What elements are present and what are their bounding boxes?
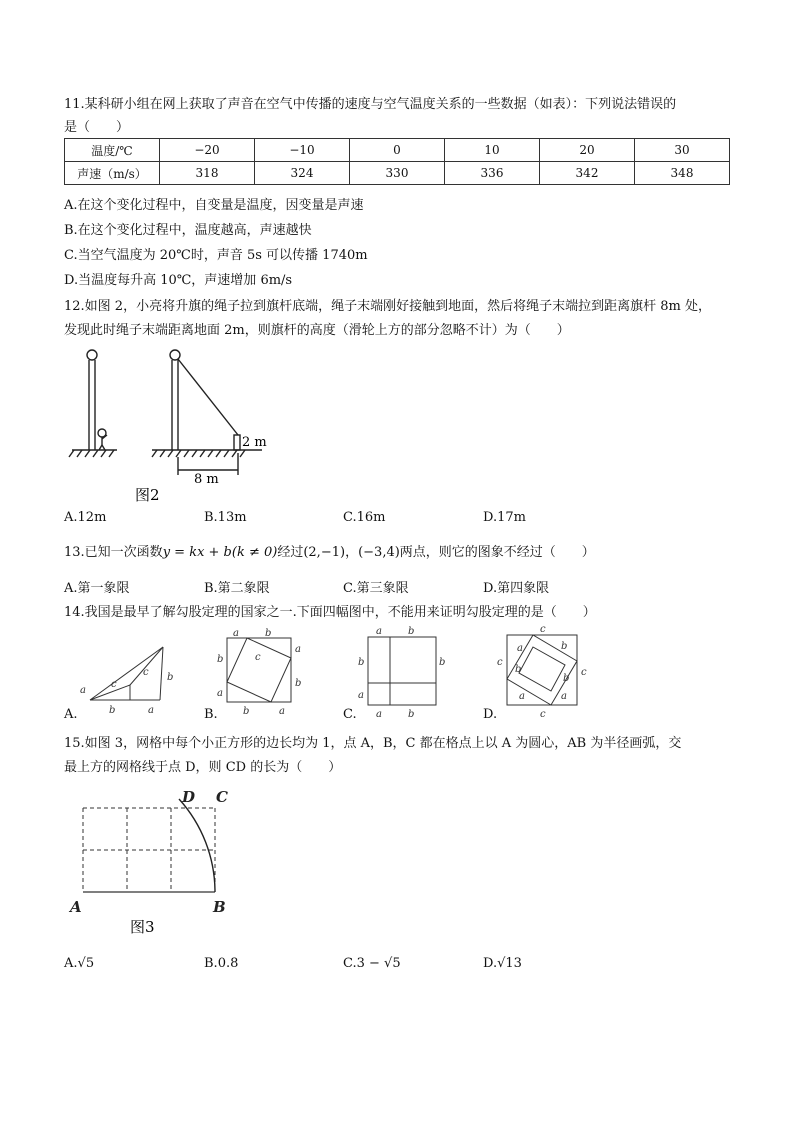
q11-option-a: A.在这个变化过程中，自变量是温度，因变量是声速	[64, 198, 364, 213]
q14-figure-c	[356, 625, 451, 720]
label-a: a	[376, 626, 382, 637]
table-cell: 330	[350, 162, 445, 185]
point-b: B	[213, 898, 226, 916]
q15-option-c	[343, 956, 401, 971]
q13-stem-mid: 经过	[277, 545, 304, 560]
q14-option-a: A.	[64, 707, 78, 722]
q13-formula: y = kx + b(k ≠ 0)	[162, 545, 278, 560]
q13-point2: (−3,4)	[358, 545, 400, 560]
q13-stem-pre: 13.已知一次函数	[64, 545, 163, 560]
q14-option-d: D.	[483, 707, 498, 722]
option-prefix: D.	[483, 956, 498, 971]
option-prefix: A.	[64, 956, 78, 971]
option-value: 0.8	[217, 956, 239, 971]
q15-stem-line2: 最上方的网格线于点 D，则 CD 的长为（ ）	[64, 760, 342, 775]
label-b: b	[563, 673, 570, 684]
q13-option-a: A.第一象限	[64, 581, 130, 596]
q13-sep: ，	[345, 545, 359, 560]
label-a: a	[217, 688, 223, 699]
label-c: c	[143, 667, 149, 678]
table-cell: −20	[160, 139, 255, 162]
option-value: √5	[77, 956, 95, 971]
label-a: a	[233, 628, 239, 639]
label-c: c	[497, 657, 503, 668]
label-b: b	[358, 657, 365, 668]
label-c: c	[540, 624, 546, 635]
q13-stem-post: 两点，则它的图象不经过（ ）	[399, 545, 595, 560]
q15-option-a	[64, 956, 94, 971]
option-prefix: C.	[343, 956, 357, 971]
table-row-temperature	[65, 139, 730, 162]
label-c: c	[540, 709, 546, 720]
table-row-speed	[65, 162, 730, 185]
table-cell: 348	[635, 162, 730, 185]
q13-option-c: C.第三象限	[343, 581, 409, 596]
label-a: a	[80, 685, 86, 696]
label-a: a	[517, 643, 523, 654]
table-cell: −10	[255, 139, 350, 162]
table-cell: 336	[445, 162, 540, 185]
q12-option-a: A.12m	[64, 510, 107, 525]
q14-option-c: C.	[343, 707, 357, 722]
table-cell: 10	[445, 139, 540, 162]
label-a: a	[148, 705, 154, 716]
table-cell: 0	[350, 139, 445, 162]
q14-option-b: B.	[204, 707, 218, 722]
q15-option-d	[483, 956, 522, 971]
q11-stem-line1: 11.某科研小组在网上获取了声音在空气中传播的速度与空气温度关系的一些数据（如表）：下列说法错误的	[64, 97, 677, 112]
option-prefix: B.	[204, 956, 218, 971]
q11-option-d: D.当温度每升高 10℃，声速增加 6m/s	[64, 273, 293, 288]
point-d: D	[182, 788, 196, 806]
label-c: c	[255, 652, 261, 663]
q11-option-b: B.在这个变化过程中，温度越高，声速越快	[64, 223, 312, 238]
speed-temperature-table	[64, 138, 730, 185]
option-value: 3 − √5	[356, 956, 401, 971]
label-c: c	[111, 679, 117, 690]
label-2m: 2 m	[242, 435, 267, 450]
table-header-speed: 声速（m/s）	[65, 162, 160, 185]
q14-figure-a	[75, 645, 190, 720]
table-cell: 324	[255, 162, 350, 185]
table-cell: 20	[540, 139, 635, 162]
table-cell: 30	[635, 139, 730, 162]
table-header-temperature: 温度/℃	[65, 139, 160, 162]
figure-2-flagpole	[62, 345, 282, 505]
q11-option-c: C.当空气温度为 20℃时，声音 5s 可以传播 1740m	[64, 248, 368, 263]
q12-stem-line2: 发现此时绳子末端距离地面 2m，则旗杆的高度（滑轮上方的部分忽略不计）为（ ）	[64, 323, 570, 338]
q12-stem-line1: 12.如图 2，小亮将升旗的绳子拉到旗杆底端，绳子末端刚好接触到地面，然后将绳子末端拉到距离旗杆 8m 处，	[64, 299, 711, 314]
label-c: c	[581, 667, 587, 678]
figure-2-caption: 图2	[135, 486, 160, 504]
point-c: C	[216, 788, 228, 806]
label-b: b	[167, 672, 174, 683]
table-cell: 342	[540, 162, 635, 185]
label-b: b	[295, 678, 302, 689]
q11-stem-line2: 是（ ）	[64, 120, 130, 135]
figure-3-caption: 图3	[130, 918, 155, 936]
label-a: a	[279, 706, 285, 717]
label-a: a	[519, 691, 525, 702]
q12-option-b: B.13m	[204, 510, 247, 525]
q15-option-b	[204, 956, 238, 971]
label-b: b	[217, 654, 224, 665]
label-b: b	[243, 706, 250, 717]
label-b: b	[109, 705, 116, 716]
q13-stem	[64, 541, 595, 560]
q13-option-b: B.第二象限	[204, 581, 270, 596]
q12-option-d: D.17m	[483, 510, 526, 525]
figure-3-grid	[68, 786, 248, 946]
q14-figure-d	[495, 625, 595, 720]
q14-stem: 14.我国是最早了解勾股定理的国家之一.下面四幅图中，不能用来证明勾股定理的是（ ）	[64, 605, 596, 620]
label-a: a	[561, 691, 567, 702]
label-a: a	[295, 644, 301, 655]
label-8m: 8 m	[194, 472, 219, 487]
q14-figure-b	[215, 628, 305, 718]
label-b: b	[561, 641, 568, 652]
table-cell: 318	[160, 162, 255, 185]
q13-point1: (2,−1)	[303, 545, 346, 560]
q13-option-d: D.第四象限	[483, 581, 550, 596]
label-b: b	[408, 709, 415, 720]
point-a: A	[70, 898, 82, 916]
option-value: √13	[497, 956, 522, 971]
q15-stem-line1: 15.如图 3，网格中每个小正方形的边长均为 1，点 A，B，C 都在格点上以 A 为圆心，AB 为半径画弧，交	[64, 736, 682, 751]
label-b: b	[439, 657, 446, 668]
label-b: b	[265, 628, 272, 639]
q12-option-c: C.16m	[343, 510, 386, 525]
label-b: b	[408, 626, 415, 637]
label-a: a	[358, 690, 364, 701]
label-b: b	[515, 664, 522, 675]
label-a: a	[376, 709, 382, 720]
